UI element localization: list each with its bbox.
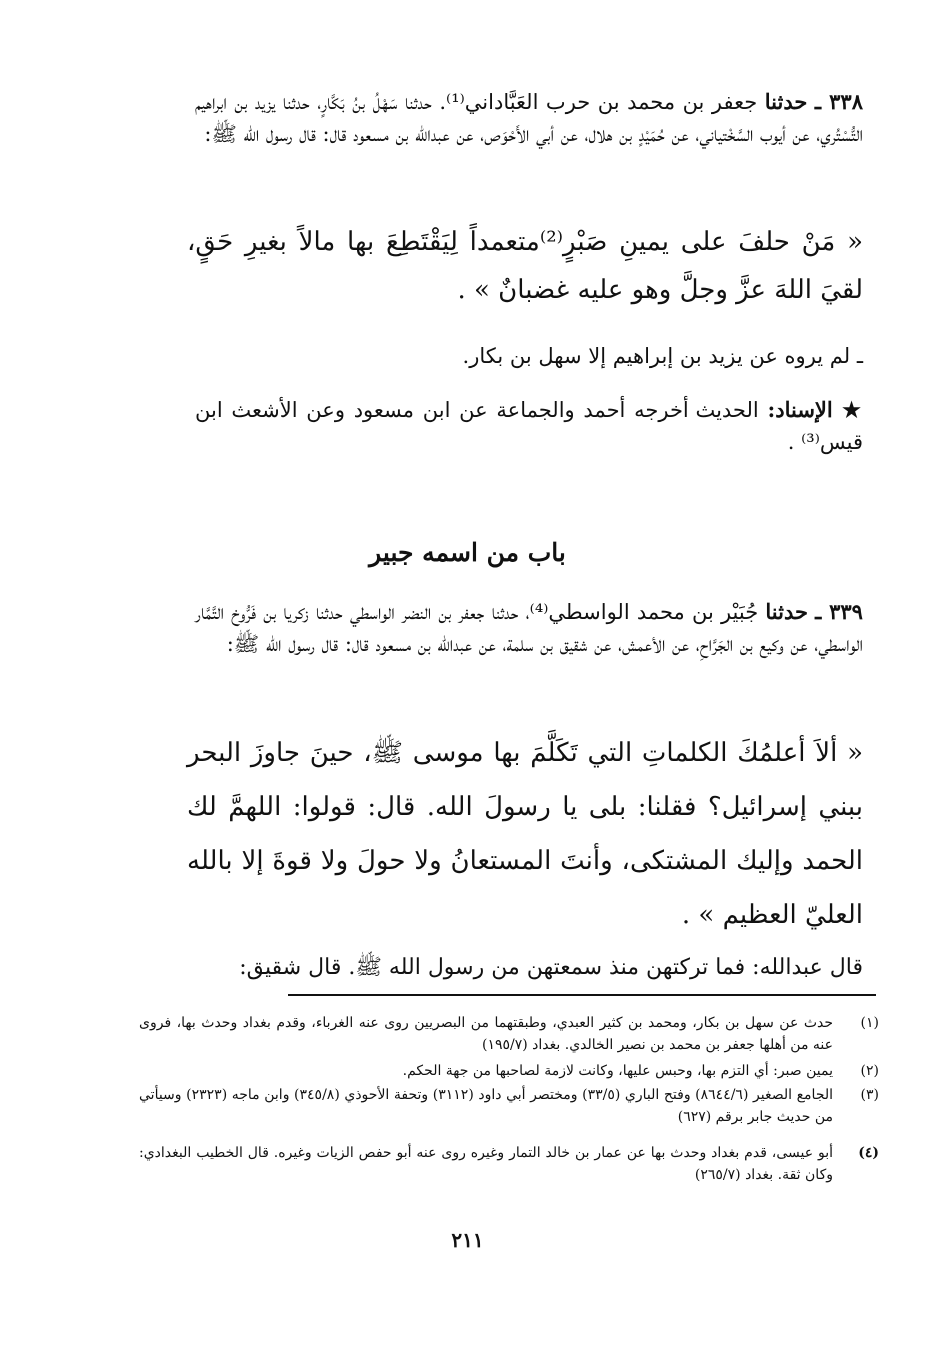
isnad-text: الحديث أخرجه أحمد والجماعة عن ابن مسعود وعن الأشعث ابن قيس⁽³⁾ . (195, 398, 863, 454)
footnote-4 (139, 1142, 879, 1186)
footnote-text: الجامع الصغير (٨٦٤٤/٦) وفتح الباري (٣٣/٥) ومختصر أبي داود (٣١١٢) وتحفة الأحوذي (٣٤٥/٨) وابن ماجه (٢٣٢٣) وسيأتي من حديث جابر برقم (٦٢٧) (139, 1087, 834, 1125)
footnote-text: أبو عيسى، قدم بغداد وحدث بها عن عمار بن خالد التمار وغيره روى عنه أبو حفص الزيات وغيره. قال الخطيب البغدادي: وكان ثقة. بغداد (٢٦٥/٧) (139, 1145, 833, 1183)
entry-339-isnad (195, 596, 863, 660)
entry-339-hadith: « ألاَ أعلمُكَ الكلماتِ التي تَكَلَّمَ بها موسى ﷺ، حينَ جاوزَ البحر ببني إسرائيل؟ فقلنا: بلى يا رسولَ الله. قال: قولوا: اللهمَّ لك الحمد وإليك المشتكى، وأنتَ المستعانُ ولا حولَ ولا قوةَ إلا بالله العليّ العظيم » . (187, 738, 863, 930)
entry-number: ٣٣٩ ـ (815, 599, 863, 624)
entry-339-closing: قال عبدالله: فما تركتهن منذ سمعتهن من رسول الله ﷺ. قال شقيق: (239, 955, 863, 980)
isnad-label: ★ الإسناد: (767, 397, 863, 422)
footnote-label: (١) (860, 1015, 879, 1031)
footnote-text: حدث عن سهل بن بكار، ومحمد بن كثير العبدي، وطبقتهما من البصريين روى عنه الغرباء، وقدم بغداد وحدث بها، فروى عنه من أهلها جعفر بن محمد بن نصير الخالدي. بغداد (١٩٥/٧) (139, 1015, 833, 1053)
footnote-3 (139, 1084, 879, 1128)
section-heading: باب من اسمه جبير (369, 538, 566, 567)
entry-text: جُبَيْر بن محمد الواسطي⁽⁴⁾، حدثنا جعفر بن النضر الواسطي حدثنا زكريا بن فَرُّوخ التَّمَّار الواسطي، عن وكيع بن الجَرَّاحِ، عن الأعمش، عن شقيق بن سلمة، عن عبدالله بن مسعود قال: قال رسول الله ﷺ: (195, 600, 863, 656)
entry-338-isnad (195, 86, 863, 150)
footnote-label: (٢) (860, 1063, 879, 1079)
entry-number: ٣٣٨ ـ (814, 89, 863, 114)
footnote-2 (139, 1060, 879, 1082)
footnote-1 (139, 1012, 879, 1056)
entry-lead: حدثنا (764, 89, 808, 114)
footnote-text: يمين صبر: أي التزم بها، وحبس عليها، وكانت لازمة لصاحبها من جهة الحكم. (402, 1063, 833, 1079)
footnote-divider (288, 994, 876, 996)
entry-338-note: ـ لم يروه عن يزيد بن إبراهيم إلا سهل بن بكار. (462, 344, 863, 368)
entry-text: جعفر بن محمد بن حرب العَبَّاداني⁽¹⁾. حدثنا سَهْلُ بنُ بَكَّارٍ، حدثنا يزيد بن ابراهيم التُّسْتُري، عن أيوب السَّخْتياني، عن حُمَيْدٍ بن هلال، عن أبي الأَحْوَص، عن عبدالله بن مسعود قال: قال رسول الله ﷺ: (195, 90, 863, 146)
footnote-label: (٣) (860, 1087, 879, 1103)
entry-338-hadith: « مَنْ حلفَ على يمينِ صَبْرٍ⁽²⁾متعمداً لِيَقْتَطِعَ بها مالاً بغيرِ حَقٍ، لقيَ اللهَ عزَّ وجلَّ وهو عليه غضبانٌ » . (187, 227, 863, 305)
footnote-label: (٤) (858, 1145, 879, 1161)
entry-338-isnad-note (195, 394, 863, 458)
page-number: ٢١١ (451, 1228, 484, 1252)
entry-lead: حدثنا (765, 599, 808, 624)
